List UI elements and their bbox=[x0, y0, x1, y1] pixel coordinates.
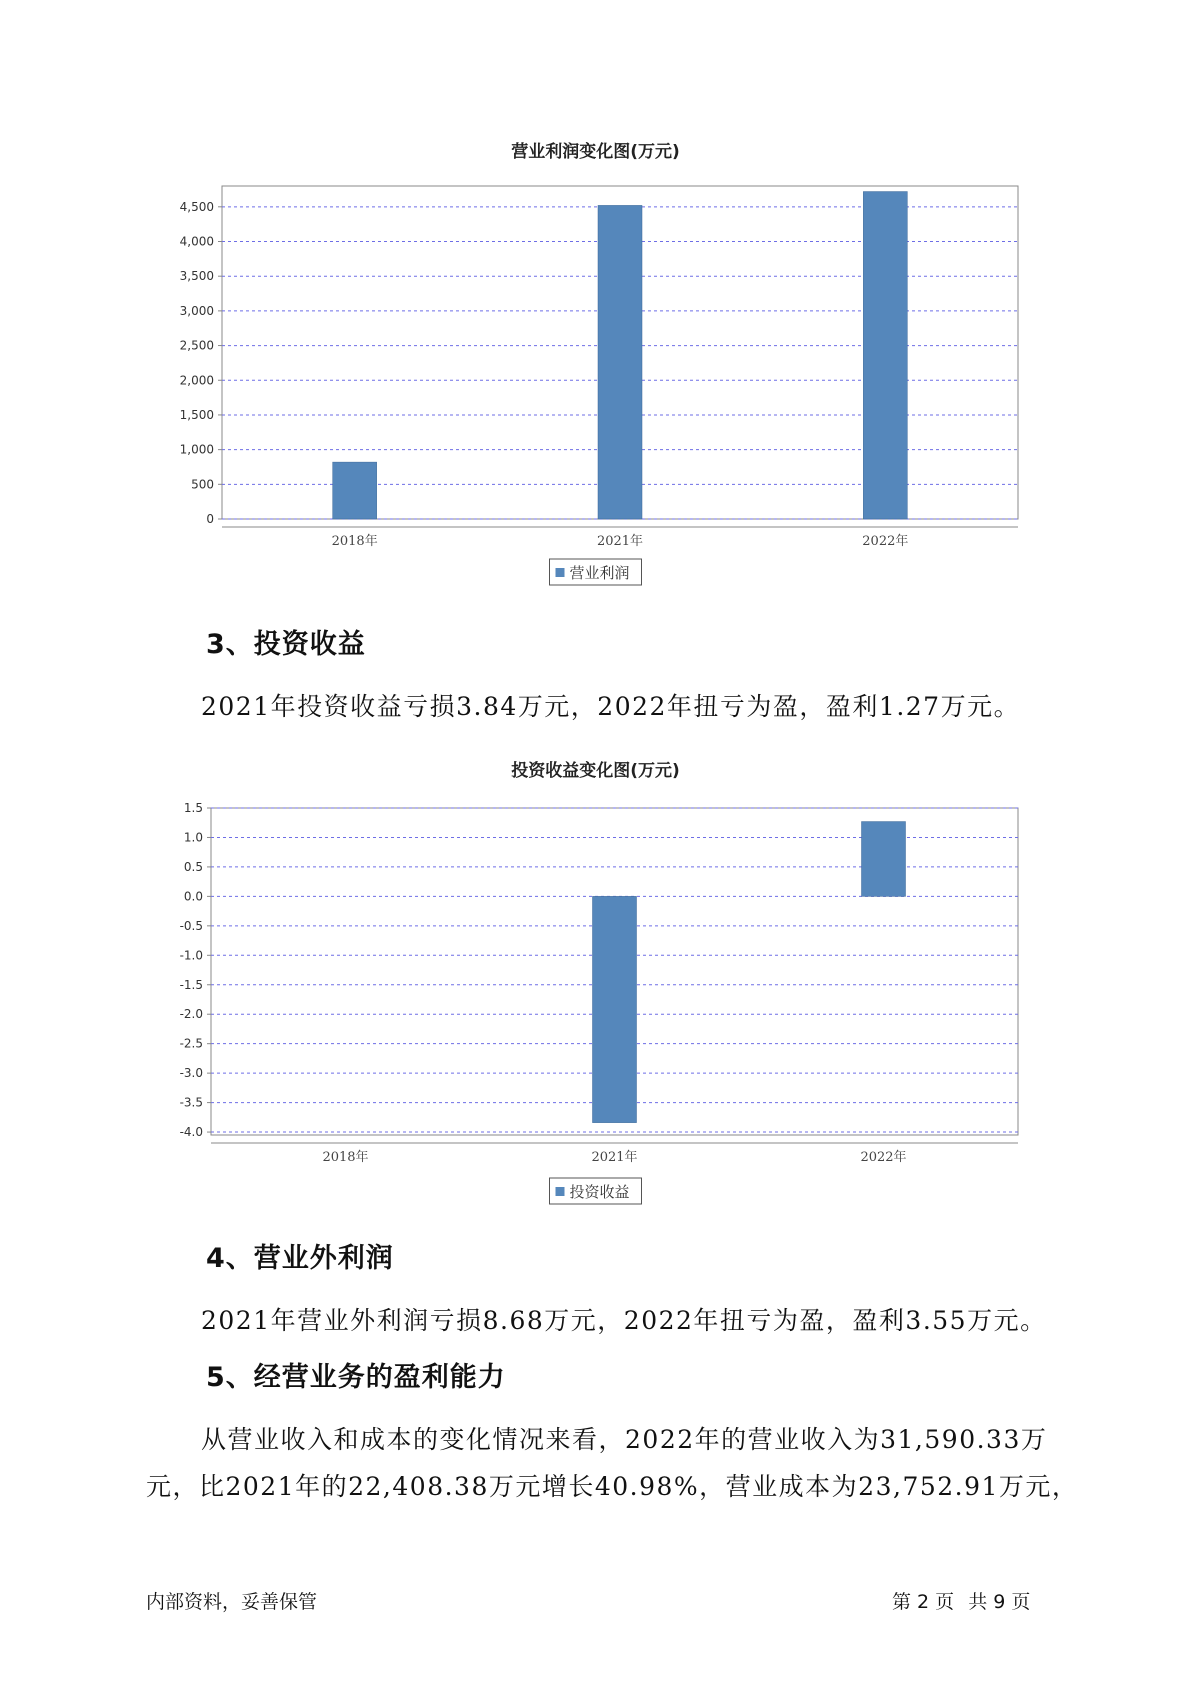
invest-chart-ytick-label: -1.5 bbox=[179, 977, 203, 992]
invest-chart-xtick-label: 2018年 bbox=[322, 1150, 369, 1165]
profit-chart-xtick-label: 2022年 bbox=[862, 534, 909, 549]
invest-chart-ytick-label: -1.0 bbox=[179, 948, 203, 963]
section3-paragraph: 2021年投资收益亏损3.84万元，2022年扭亏为盈，盈利1.27万元。 bbox=[201, 692, 1021, 721]
section5-paragraph-line2: 元，比2021年的22,408.38万元增长40.98%，营业成本为23,752.91万元， bbox=[146, 1472, 1079, 1501]
profit-chart-ytick-label: 1,000 bbox=[179, 442, 214, 457]
investment-income-chart-svg bbox=[0, 748, 1191, 1208]
profit-chart-legend-swatch bbox=[556, 568, 565, 577]
section4-paragraph: 2021年营业外利润亏损8.68万元，2022年扭亏为盈，盈利3.55万元。 bbox=[201, 1306, 1047, 1335]
profit-chart-ytick-label: 4,500 bbox=[179, 199, 214, 214]
invest-chart-ytick-label: 0.0 bbox=[183, 889, 203, 904]
invest-chart-ytick-label: -3.0 bbox=[179, 1066, 203, 1081]
profit-chart-xtick-label: 2021年 bbox=[596, 534, 644, 549]
section5-heading: 5、经营业务的盈利能力 bbox=[206, 1362, 506, 1393]
profit-chart-ytick-label: 2,000 bbox=[179, 373, 214, 388]
profit-chart-ytick-label: 1,500 bbox=[179, 407, 214, 422]
invest-chart-ytick-label: -2.0 bbox=[179, 1007, 203, 1022]
profit-chart-bar-2021 bbox=[598, 205, 642, 519]
invest-chart-xtick-label: 2022年 bbox=[860, 1150, 907, 1165]
profit-chart-ytick-label: 3,000 bbox=[179, 303, 214, 318]
profit-chart-ytick-label: 500 bbox=[191, 477, 214, 492]
footer-confidential-note: 内部资料，妥善保管 bbox=[146, 1591, 318, 1613]
invest-chart-xtick-label: 2021年 bbox=[591, 1150, 638, 1165]
profit-chart-bar-2022 bbox=[863, 192, 907, 519]
profit-chart-xtick-label: 2018年 bbox=[331, 534, 378, 549]
profit-chart-ytick-label: 3,500 bbox=[179, 269, 214, 284]
profit-chart-title: 营业利润变化图(万元) bbox=[511, 142, 680, 162]
footer-total-label: 共 9 页 bbox=[968, 1591, 1031, 1613]
operating-profit-chart bbox=[0, 130, 1191, 590]
profit-chart-bar-2018 bbox=[333, 462, 377, 519]
profit-chart-ytick-label: 0 bbox=[206, 512, 214, 526]
section3-heading: 3、投资收益 bbox=[206, 629, 366, 660]
profit-chart-ytick-label: 4,000 bbox=[179, 234, 214, 249]
invest-chart-ytick-label: 0.5 bbox=[183, 859, 203, 874]
invest-chart-ytick-label: 1.0 bbox=[183, 830, 203, 845]
invest-chart-ytick-label: 1.5 bbox=[183, 801, 203, 815]
footer-page-number bbox=[892, 1587, 1038, 1614]
investment-income-chart bbox=[0, 748, 1191, 1208]
profit-chart-ytick-label: 2,500 bbox=[179, 338, 214, 353]
invest-chart-title: 投资收益变化图(万元) bbox=[511, 761, 680, 781]
invest-chart-ytick-label: -2.5 bbox=[179, 1036, 203, 1051]
invest-chart-ytick-label: -3.5 bbox=[179, 1095, 203, 1110]
invest-chart-legend-swatch bbox=[556, 1187, 565, 1196]
invest-chart-ytick-label: -0.5 bbox=[179, 918, 203, 933]
footer-page-label: 第 2 页 bbox=[892, 1591, 955, 1613]
invest-chart-ytick-label: -4.0 bbox=[179, 1125, 203, 1140]
invest-chart-bar-2022 bbox=[862, 822, 906, 897]
profit-chart-legend-label: 营业利润 bbox=[569, 564, 630, 582]
section4-heading: 4、营业外利润 bbox=[206, 1243, 394, 1274]
invest-chart-legend-label: 投资收益 bbox=[569, 1183, 630, 1201]
invest-chart-bar-2021 bbox=[593, 896, 637, 1122]
operating-profit-chart-svg bbox=[0, 130, 1191, 590]
section5-paragraph-line1: 从营业收入和成本的变化情况来看，2022年的营业收入为31,590.33万 bbox=[201, 1425, 1048, 1454]
